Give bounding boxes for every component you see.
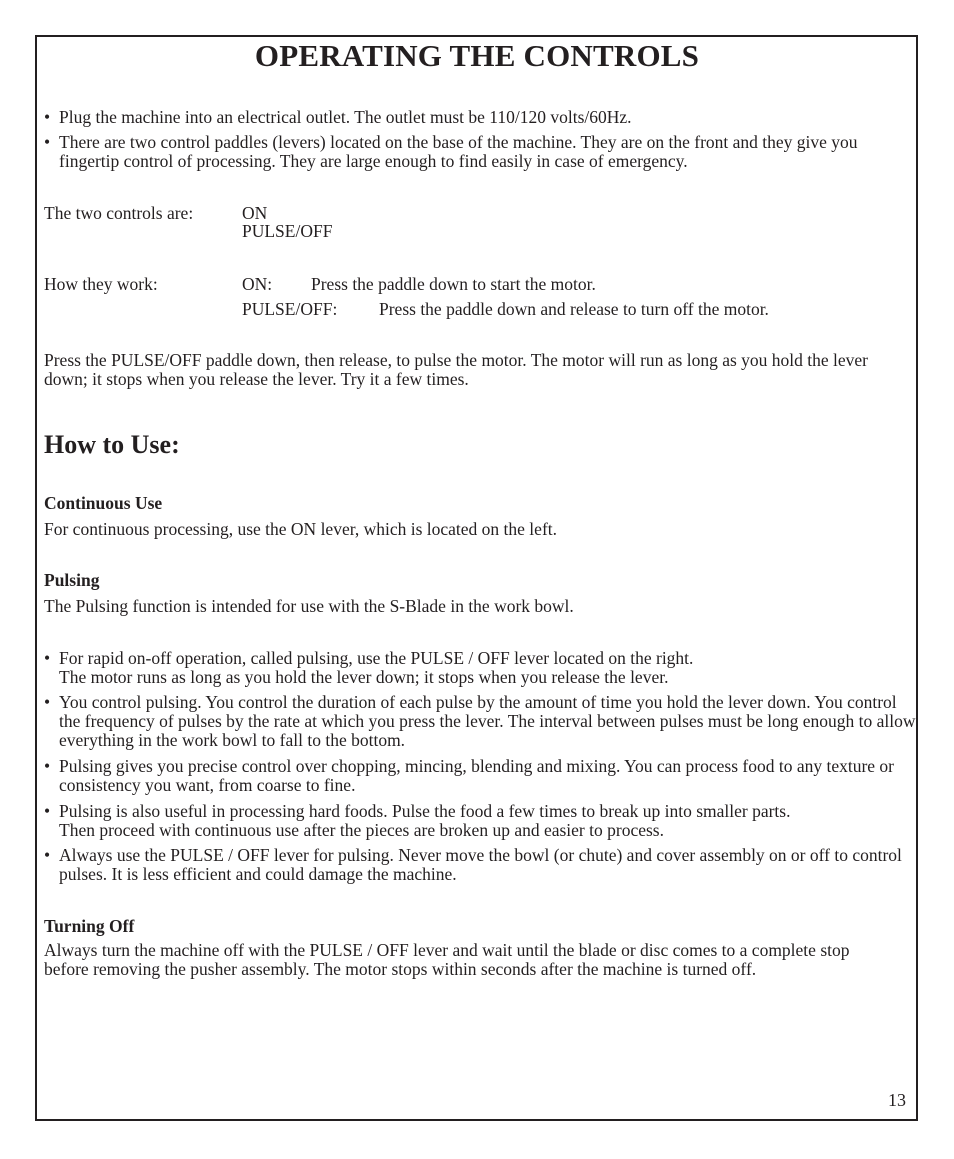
continuous-use-heading: Continuous Use	[44, 493, 163, 513]
how-desc-on: Press the paddle down to start the motor.	[311, 274, 596, 294]
pulsing-text: The Pulsing function is intended for use with the S-Blade in the work bowl.	[44, 596, 574, 616]
how-term-pulse-off: PULSE/OFF:	[242, 299, 338, 319]
pulsing-bullet-1	[44, 649, 919, 687]
page-number: 13	[888, 1090, 906, 1110]
intro-bullet-2	[44, 133, 919, 171]
intro-bullet-1	[44, 108, 919, 127]
bullet-dot: •	[44, 648, 51, 668]
pulsing-bullet-5	[44, 846, 919, 884]
pulsing-bullet-continuation: Then proceed with continuous use after the pieces are broken up and easier to process.	[59, 820, 664, 840]
bullet-dot: •	[44, 756, 51, 776]
pulsing-bullet-3	[44, 757, 919, 795]
control-item-on: ON	[242, 203, 268, 223]
pulsing-heading: Pulsing	[44, 570, 100, 590]
turning-off-heading: Turning Off	[44, 916, 135, 936]
pulsing-bullet-4	[44, 802, 919, 840]
how-they-work-label: How they work:	[44, 274, 158, 294]
pulsing-bullet-text: Pulsing is also useful in processing hard foods. Pulse the food a few times to break up into smaller parts.	[59, 801, 791, 821]
pulsing-bullet-2	[44, 693, 919, 750]
pulsing-bullet-text: Pulsing gives you precise control over chopping, mincing, blending and mixing. You can process food to any texture or consistency you want, from coarse to fine.	[59, 756, 895, 795]
bullet-dot: •	[44, 132, 51, 152]
pulsing-bullet-text: You control pulsing. You control the duration of each pulse by the amount of time you hold the lever down. You control the frequency of pulses by the rate at which you press the lever. The interval between pulses must be long enough to allow everything in the work bowl to fall to the bottom.	[59, 692, 916, 750]
intro-bullet-text: There are two control paddles (levers) located on the base of the machine. They are on the front and they give you fingertip control of processing. They are large enough to find easily in case of emergency.	[59, 132, 858, 171]
intro-bullet-text: Plug the machine into an electrical outlet. The outlet must be 110/120 volts/60Hz.	[59, 107, 632, 127]
bullet-dot: •	[44, 692, 51, 712]
bullet-dot: •	[44, 107, 51, 127]
turning-off-text: Always turn the machine off with the PULSE / OFF lever and wait until the blade or disc comes to a complete stop before removing the pusher assembly. The motor stops within seconds after the machine is turned off.	[44, 940, 850, 979]
continuous-use-text: For continuous processing, use the ON lever, which is located on the left.	[44, 519, 558, 539]
bullet-dot: •	[44, 845, 51, 865]
pulsing-bullet-continuation: The motor runs as long as you hold the lever down; it stops when you release the lever.	[59, 667, 669, 687]
how-desc-pulse-off: Press the paddle down and release to turn off the motor.	[379, 299, 769, 319]
bullet-dot: •	[44, 801, 51, 821]
pulsing-bullet-text: For rapid on-off operation, called pulsing, use the PULSE / OFF lever located on the right.	[59, 648, 694, 668]
pulse-paragraph: Press the PULSE/OFF paddle down, then release, to pulse the motor. The motor will run as long as you hold the lever down; it stops when you release the lever. Try it a few times.	[44, 350, 869, 389]
controls-label: The two controls are:	[44, 203, 194, 223]
how-term-on: ON:	[242, 274, 273, 294]
page-title: OPERATING THE CONTROLS	[254, 38, 700, 73]
how-to-use-heading: How to Use:	[44, 430, 180, 459]
pulsing-bullet-text: Always use the PULSE / OFF lever for pulsing. Never move the bowl (or chute) and cover assembly on or off to control pulses. It is less efficient and could damage the machine.	[59, 845, 902, 884]
control-item-pulse-off: PULSE/OFF	[242, 221, 333, 241]
